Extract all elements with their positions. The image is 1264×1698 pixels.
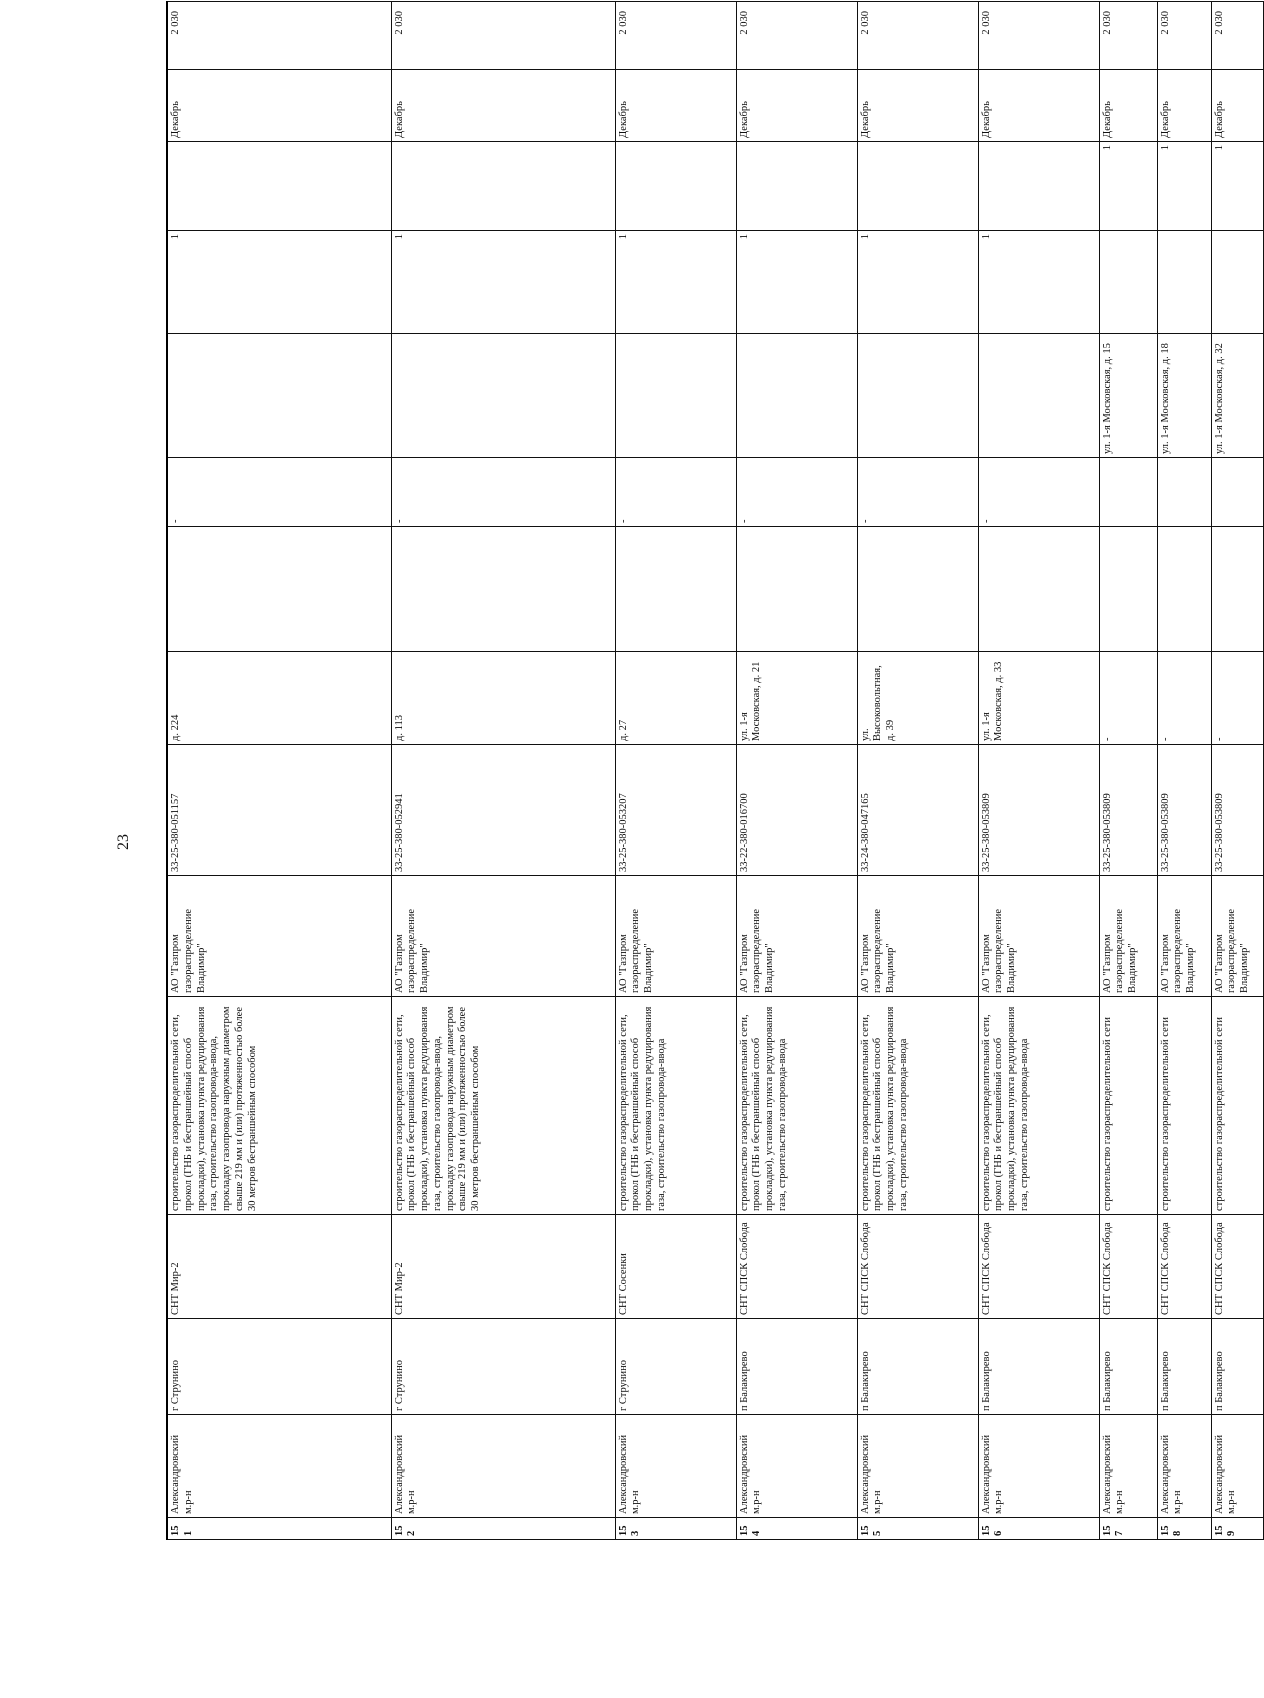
object-cell xyxy=(391,1215,615,1319)
quantity-secondary-cell xyxy=(736,142,857,231)
quantity-secondary-cell xyxy=(1211,142,1263,231)
object-cell xyxy=(736,1215,857,1319)
organization-cell xyxy=(857,876,978,997)
cadastral-number-cell xyxy=(1099,745,1157,876)
placeholder-dash-cell xyxy=(167,458,391,527)
address-cell xyxy=(857,652,978,745)
row-number xyxy=(615,1518,736,1540)
cadastral-number-cell xyxy=(978,745,1099,876)
cadastral-number-cell-text: 33-25-380-053809 xyxy=(1159,793,1171,872)
address-cell xyxy=(736,652,857,745)
settlement-cell-text: п Балакирево xyxy=(1159,1351,1171,1411)
deadline-month-cell-text: Декабрь xyxy=(1159,101,1171,138)
gas-address-cell-text: ул. 1-я Московская, д. 15 xyxy=(1101,343,1113,454)
row-number xyxy=(1099,1518,1157,1540)
deadline-year-cell-text: 2 030 xyxy=(170,11,181,35)
work-description-cell xyxy=(1157,997,1211,1215)
object-cell xyxy=(1157,1215,1211,1319)
object-cell xyxy=(857,1215,978,1319)
row-number-text: 152 xyxy=(393,1525,418,1536)
organization-cell-text: АО "Газпром газораспределение Владимир" xyxy=(1101,908,1139,993)
address-extra-cell xyxy=(167,527,391,652)
district-cell xyxy=(1157,1415,1211,1518)
row-number xyxy=(857,1518,978,1540)
deadline-month-cell-text: Декабрь xyxy=(1213,101,1225,138)
deadline-year-cell-text: 2 030 xyxy=(1213,11,1225,35)
settlement-cell xyxy=(1099,1319,1157,1415)
quantity-cell xyxy=(1099,231,1157,334)
deadline-month-cell-text: Декабрь xyxy=(738,101,750,138)
deadline-month-cell xyxy=(1157,70,1211,142)
placeholder-dash-cell-text: - xyxy=(170,519,181,523)
work-description-cell-text: строительство газораспределительной сети, прокол (ГНБ и бестраншейный способ прокладки), установка пункта редуцирования газа, строительство газопровода-ввода xyxy=(738,1006,788,1211)
object-cell-text: СНТ Сосенки xyxy=(617,1253,629,1315)
district-cell-text: Александровский м.р-н xyxy=(1101,1434,1126,1514)
settlement-cell-text: п Балакирево xyxy=(980,1351,992,1411)
row-number-text: 153 xyxy=(617,1525,642,1536)
deadline-month-cell xyxy=(1099,70,1157,142)
district-cell-text: Александровский м.р-н xyxy=(980,1434,1005,1514)
address-cell-text: д. 224 xyxy=(170,714,181,741)
quantity-cell-text: 1 xyxy=(170,234,181,240)
address-cell xyxy=(615,652,736,745)
settlement-cell xyxy=(978,1319,1099,1415)
deadline-year-cell xyxy=(978,2,1099,70)
quantity-secondary-cell-text: 1 xyxy=(1213,145,1225,151)
organization-cell-text: АО "Газпром газораспределение Владимир" xyxy=(170,908,207,993)
deadline-year-cell-text: 2 030 xyxy=(859,11,871,35)
quantity-cell xyxy=(391,231,615,334)
organization-cell-text: АО "Газпром газораспределение Владимир" xyxy=(738,908,776,993)
object-cell-text: СНТ Мир-2 xyxy=(393,1262,405,1315)
district-cell xyxy=(857,1415,978,1518)
gas-address-cell xyxy=(615,334,736,458)
settlement-cell-text: п Балакирево xyxy=(1101,1351,1113,1411)
district-cell-text: Александровский м.р-н xyxy=(1213,1434,1238,1514)
quantity-cell-text: 1 xyxy=(980,234,992,240)
object-cell-text: СНТ СПСК Слобода xyxy=(859,1222,871,1315)
cadastral-number-cell-text: 33-25-380-053809 xyxy=(1101,793,1113,872)
district-cell-text: Александровский м.р-н xyxy=(1159,1434,1184,1514)
cadastral-number-cell-text: 33-25-380-052941 xyxy=(393,793,405,872)
row-number-text: 154 xyxy=(738,1525,763,1536)
address-cell-text: - xyxy=(1101,737,1113,741)
district-cell-text: Александровский м.р-н xyxy=(393,1434,418,1514)
address-cell xyxy=(167,652,391,745)
cadastral-number-cell-text: 33-25-380-053809 xyxy=(980,793,992,872)
quantity-cell xyxy=(736,231,857,334)
settlement-cell-text: г Струнино xyxy=(617,1360,629,1411)
settlement-cell xyxy=(167,1319,391,1415)
placeholder-dash-cell-text: - xyxy=(617,519,629,523)
deadline-year-cell xyxy=(1099,2,1157,70)
table-row xyxy=(391,2,615,1540)
deadline-year-cell xyxy=(167,2,391,70)
gas-address-cell-text: ул. 1-я Московская, д. 32 xyxy=(1213,343,1225,454)
row-number-text: 157 xyxy=(1101,1525,1126,1536)
table-row xyxy=(1211,2,1263,1540)
deadline-year-cell xyxy=(615,2,736,70)
organization-cell-text: АО "Газпром газораспределение Владимир" xyxy=(1159,908,1197,993)
object-cell xyxy=(615,1215,736,1319)
placeholder-dash-cell-text: - xyxy=(859,519,871,523)
table-row xyxy=(615,2,736,1540)
gas-address-cell xyxy=(1157,334,1211,458)
cadastral-number-cell-text: 33-24-380-047165 xyxy=(859,793,871,872)
work-description-cell-text: строительство газораспределительной сети, прокол (ГНБ и бестраншейный способ прокладки), установка пункта редуцирования газа, строительство газопровода-ввода, прокладку газопровода наружным диаметром свыше 219 мм и (или) протяженностью более 30 метров бестраншейным способом xyxy=(393,1006,482,1211)
placeholder-dash-cell xyxy=(1157,458,1211,527)
rotated-table-container xyxy=(166,11,1251,1540)
row-number xyxy=(978,1518,1099,1540)
cadastral-number-cell xyxy=(167,745,391,876)
cadastral-number-cell-text: 33-25-380-053207 xyxy=(617,793,629,872)
quantity-secondary-cell xyxy=(978,142,1099,231)
settlement-cell xyxy=(391,1319,615,1415)
gas-address-cell-text: ул. 1-я Московская, д. 18 xyxy=(1159,343,1171,454)
gas-address-cell xyxy=(1211,334,1263,458)
organization-cell xyxy=(1157,876,1211,997)
work-description-cell-text: строительство газораспределительной сети xyxy=(1101,1017,1113,1211)
work-description-cell xyxy=(736,997,857,1215)
work-description-cell xyxy=(978,997,1099,1215)
address-cell xyxy=(1211,652,1263,745)
settlement-cell xyxy=(1211,1319,1263,1415)
quantity-cell xyxy=(1157,231,1211,334)
object-cell-text: СНТ СПСК Слобода xyxy=(1213,1222,1225,1315)
object-cell xyxy=(1211,1215,1263,1319)
placeholder-dash-cell xyxy=(978,458,1099,527)
placeholder-dash-cell xyxy=(857,458,978,527)
address-cell xyxy=(1099,652,1157,745)
work-description-cell-text: строительство газораспределительной сети, прокол (ГНБ и бестраншейный способ прокладки), установка пункта редуцирования газа, строительство газопровода-ввода xyxy=(859,1006,909,1211)
placeholder-dash-cell xyxy=(615,458,736,527)
organization-cell-text: АО "Газпром газораспределение Владимир" xyxy=(859,908,897,993)
table-row xyxy=(167,2,391,1540)
district-cell-text: Александровский м.р-н xyxy=(170,1434,194,1514)
deadline-month-cell xyxy=(391,70,615,142)
district-cell xyxy=(167,1415,391,1518)
district-cell-text: Александровский м.р-н xyxy=(738,1434,763,1514)
table-row xyxy=(978,2,1099,1540)
organization-cell xyxy=(391,876,615,997)
row-number xyxy=(391,1518,615,1540)
settlement-cell xyxy=(1157,1319,1211,1415)
row-number-text: 151 xyxy=(170,1525,194,1536)
district-cell xyxy=(978,1415,1099,1518)
district-cell-text: Александровский м.р-н xyxy=(859,1434,884,1514)
quantity-cell xyxy=(167,231,391,334)
quantity-secondary-cell xyxy=(1157,142,1211,231)
quantity-cell xyxy=(857,231,978,334)
cadastral-number-cell-text: 33-22-380-016700 xyxy=(738,793,750,872)
settlement-cell xyxy=(736,1319,857,1415)
address-extra-cell xyxy=(857,527,978,652)
table-row xyxy=(736,2,857,1540)
work-description-cell-text: строительство газораспределительной сети xyxy=(1213,1017,1225,1211)
work-description-cell-text: строительство газораспределительной сети, прокол (ГНБ и бестраншейный способ прокладки), установка пункта редуцирования газа, строительство газопровода-ввода xyxy=(980,1006,1030,1211)
deadline-month-cell-text: Декабрь xyxy=(617,101,629,138)
object-cell-text: СНТ СПСК Слобода xyxy=(1101,1222,1113,1315)
table-row xyxy=(1157,2,1211,1540)
quantity-cell-text: 1 xyxy=(738,234,750,240)
settlement-cell-text: п Балакирево xyxy=(738,1351,750,1411)
organization-cell xyxy=(615,876,736,997)
quantity-secondary-cell xyxy=(1099,142,1157,231)
address-cell-text: - xyxy=(1213,737,1225,741)
object-cell-text: СНТ СПСК Слобода xyxy=(1159,1222,1171,1315)
address-cell-text: ул. 1-я Московская, д. 21 xyxy=(738,661,763,741)
deadline-year-cell xyxy=(736,2,857,70)
cadastral-number-cell xyxy=(736,745,857,876)
gas-address-cell xyxy=(391,334,615,458)
table-frame xyxy=(166,11,1251,1540)
deadline-year-cell xyxy=(1157,2,1211,70)
address-cell-text: ул. 1-я Московская, д. 33 xyxy=(980,661,1005,741)
settlement-cell-text: п Балакирево xyxy=(859,1351,871,1411)
deadline-year-cell xyxy=(391,2,615,70)
district-cell xyxy=(391,1415,615,1518)
quantity-cell xyxy=(1211,231,1263,334)
address-extra-cell xyxy=(736,527,857,652)
quantity-secondary-cell-text: 1 xyxy=(1101,145,1113,151)
quantity-cell xyxy=(978,231,1099,334)
cadastral-number-cell xyxy=(391,745,615,876)
address-cell-text: ул. Высоковольтная, д. 39 xyxy=(859,665,897,741)
gas-address-cell xyxy=(1099,334,1157,458)
object-cell xyxy=(167,1215,391,1319)
quantity-cell-text: 1 xyxy=(859,234,871,240)
row-number-text: 156 xyxy=(980,1525,1005,1536)
work-description-cell xyxy=(857,997,978,1215)
organization-cell-text: АО "Газпром газораспределение Владимир" xyxy=(1213,908,1251,993)
organization-cell xyxy=(736,876,857,997)
quantity-cell-text: 1 xyxy=(617,234,629,240)
deadline-month-cell xyxy=(978,70,1099,142)
cadastral-number-cell xyxy=(615,745,736,876)
settlement-cell xyxy=(857,1319,978,1415)
placeholder-dash-cell xyxy=(1211,458,1263,527)
district-cell xyxy=(1211,1415,1263,1518)
deadline-year-cell-text: 2 030 xyxy=(1159,11,1171,35)
work-description-cell xyxy=(1099,997,1157,1215)
work-description-cell xyxy=(167,997,391,1215)
row-number-text: 155 xyxy=(859,1525,884,1536)
deadline-year-cell xyxy=(1211,2,1263,70)
gasification-table xyxy=(166,1,1264,1540)
organization-cell xyxy=(1099,876,1157,997)
deadline-month-cell-text: Декабрь xyxy=(170,101,181,138)
work-description-cell xyxy=(1211,997,1263,1215)
cadastral-number-cell xyxy=(1157,745,1211,876)
object-cell-text: СНТ СПСК Слобода xyxy=(738,1222,750,1315)
deadline-month-cell-text: Декабрь xyxy=(1101,101,1113,138)
address-extra-cell xyxy=(1099,527,1157,652)
quantity-cell xyxy=(615,231,736,334)
work-description-cell xyxy=(391,997,615,1215)
deadline-month-cell xyxy=(167,70,391,142)
address-cell xyxy=(391,652,615,745)
work-description-cell xyxy=(615,997,736,1215)
object-cell xyxy=(978,1215,1099,1319)
row-number-text: 158 xyxy=(1159,1525,1184,1536)
deadline-month-cell xyxy=(857,70,978,142)
address-cell-text: д. 27 xyxy=(617,719,629,741)
deadline-year-cell-text: 2 030 xyxy=(393,11,405,35)
placeholder-dash-cell xyxy=(391,458,615,527)
organization-cell-text: АО "Газпром газораспределение Владимир" xyxy=(393,908,431,993)
table-row xyxy=(857,2,978,1540)
cadastral-number-cell-text: 33-25-380-053809 xyxy=(1213,793,1225,872)
address-cell xyxy=(1157,652,1211,745)
address-cell xyxy=(978,652,1099,745)
deadline-month-cell xyxy=(1211,70,1263,142)
object-cell-text: СНТ Мир-2 xyxy=(170,1262,181,1315)
work-description-cell-text: строительство газораспределительной сети, прокол (ГНБ и бестраншейный способ прокладки), установка пункта редуцирования газа, строительство газопровода-ввода xyxy=(617,1006,667,1211)
quantity-secondary-cell xyxy=(615,142,736,231)
settlement-cell-text: г Струнино xyxy=(393,1360,405,1411)
organization-cell xyxy=(978,876,1099,997)
deadline-year-cell-text: 2 030 xyxy=(738,11,750,35)
deadline-year-cell-text: 2 030 xyxy=(617,11,629,35)
row-number xyxy=(1211,1518,1263,1540)
quantity-cell-text: 1 xyxy=(393,234,405,240)
address-extra-cell xyxy=(1211,527,1263,652)
table-row xyxy=(1099,2,1157,1540)
district-cell-text: Александровский м.р-н xyxy=(617,1434,642,1514)
address-cell-text: д. 113 xyxy=(393,715,405,741)
deadline-month-cell-text: Декабрь xyxy=(393,101,405,138)
placeholder-dash-cell xyxy=(736,458,857,527)
cadastral-number-cell xyxy=(857,745,978,876)
deadline-month-cell-text: Декабрь xyxy=(980,101,992,138)
gas-address-cell xyxy=(167,334,391,458)
gas-address-cell xyxy=(978,334,1099,458)
deadline-year-cell-text: 2 030 xyxy=(980,11,992,35)
address-extra-cell xyxy=(391,527,615,652)
deadline-month-cell-text: Декабрь xyxy=(859,101,871,138)
organization-cell-text: АО "Газпром газораспределение Владимир" xyxy=(617,908,655,993)
settlement-cell xyxy=(615,1319,736,1415)
deadline-year-cell xyxy=(857,2,978,70)
settlement-cell-text: п Балакирево xyxy=(1213,1351,1225,1411)
object-cell-text: СНТ СПСК Слобода xyxy=(980,1222,992,1315)
placeholder-dash-cell xyxy=(1099,458,1157,527)
row-number xyxy=(167,1518,391,1540)
deadline-month-cell xyxy=(615,70,736,142)
row-number xyxy=(1157,1518,1211,1540)
address-extra-cell xyxy=(978,527,1099,652)
row-number-text: 159 xyxy=(1213,1525,1238,1536)
quantity-secondary-cell xyxy=(857,142,978,231)
quantity-secondary-cell xyxy=(391,142,615,231)
work-description-cell-text: строительство газораспределительной сети xyxy=(1159,1017,1171,1211)
table-body xyxy=(167,2,1263,1540)
district-cell xyxy=(1099,1415,1157,1518)
organization-cell xyxy=(1211,876,1263,997)
placeholder-dash-cell-text: - xyxy=(393,519,405,523)
district-cell xyxy=(736,1415,857,1518)
cadastral-number-cell-text: 33-25-380-051157 xyxy=(170,793,181,872)
row-number xyxy=(736,1518,857,1540)
deadline-month-cell xyxy=(736,70,857,142)
object-cell xyxy=(1099,1215,1157,1319)
page-number: 23 xyxy=(115,834,132,850)
organization-cell-text: АО "Газпром газораспределение Владимир" xyxy=(980,908,1018,993)
settlement-cell-text: г Струнино xyxy=(170,1360,181,1411)
organization-cell xyxy=(167,876,391,997)
work-description-cell-text: строительство газораспределительной сети, прокол (ГНБ и бестраншейный способ прокладки), установка пункта редуцирования газа, строительство газопровода-ввода, прокладку газопровода наружным диаметром свыше 219 мм и (или) протяженностью более 30 метров бестраншейным способом xyxy=(170,1006,258,1211)
cadastral-number-cell xyxy=(1211,745,1263,876)
quantity-secondary-cell-text: 1 xyxy=(1159,145,1171,151)
address-cell-text: - xyxy=(1159,737,1171,741)
placeholder-dash-cell-text: - xyxy=(980,519,992,523)
address-extra-cell xyxy=(1157,527,1211,652)
district-cell xyxy=(615,1415,736,1518)
placeholder-dash-cell-text: - xyxy=(738,519,750,523)
quantity-secondary-cell xyxy=(167,142,391,231)
gas-address-cell xyxy=(857,334,978,458)
deadline-year-cell-text: 2 030 xyxy=(1101,11,1113,35)
address-extra-cell xyxy=(615,527,736,652)
gas-address-cell xyxy=(736,334,857,458)
